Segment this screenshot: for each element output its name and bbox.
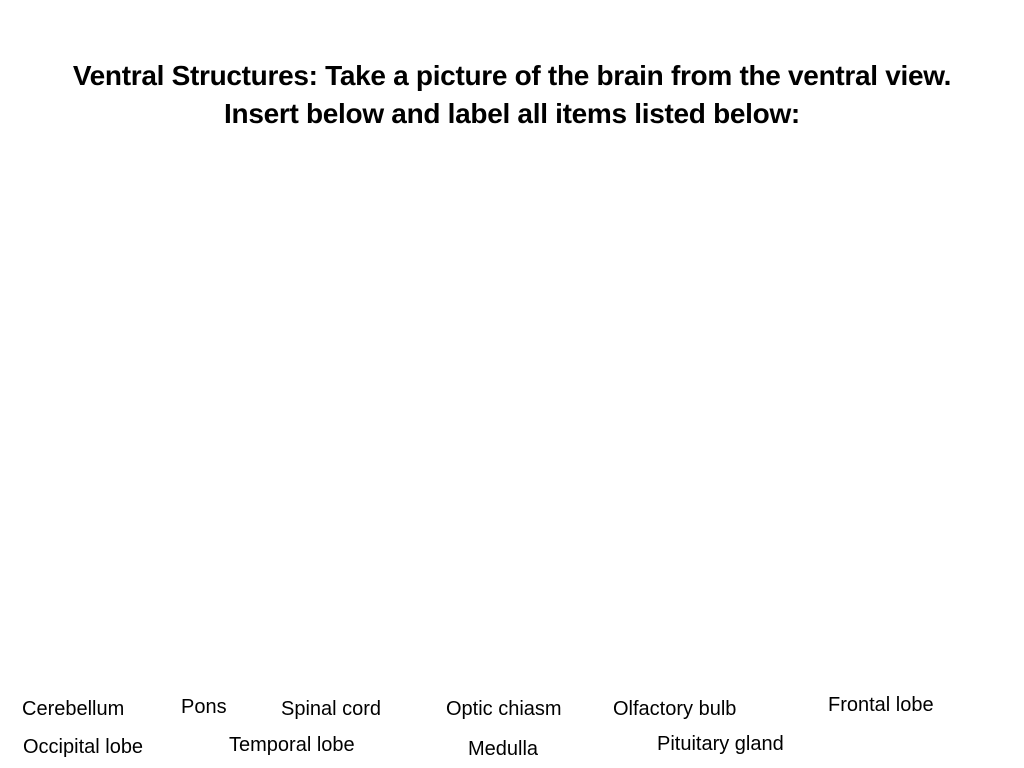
label-cerebellum: Cerebellum	[22, 698, 125, 720]
label-pons: Pons	[181, 696, 227, 718]
label-occipital-lobe: Occipital lobe	[23, 736, 144, 758]
label-spinal-cord: Spinal cord	[281, 698, 382, 720]
label-temporal-lobe: Temporal lobe	[229, 734, 355, 756]
label-frontal-lobe: Frontal lobe	[828, 694, 934, 716]
label-pituitary-gland: Pituitary gland	[657, 733, 784, 755]
slide-title: Ventral Structures: Take a picture of the brain from the ventral view. Insert below and label all items listed below:	[72, 60, 952, 129]
label-medulla: Medulla	[468, 738, 539, 760]
label-olfactory-bulb: Olfactory bulb	[613, 698, 737, 720]
label-optic-chiasm: Optic chiasm	[446, 698, 562, 720]
